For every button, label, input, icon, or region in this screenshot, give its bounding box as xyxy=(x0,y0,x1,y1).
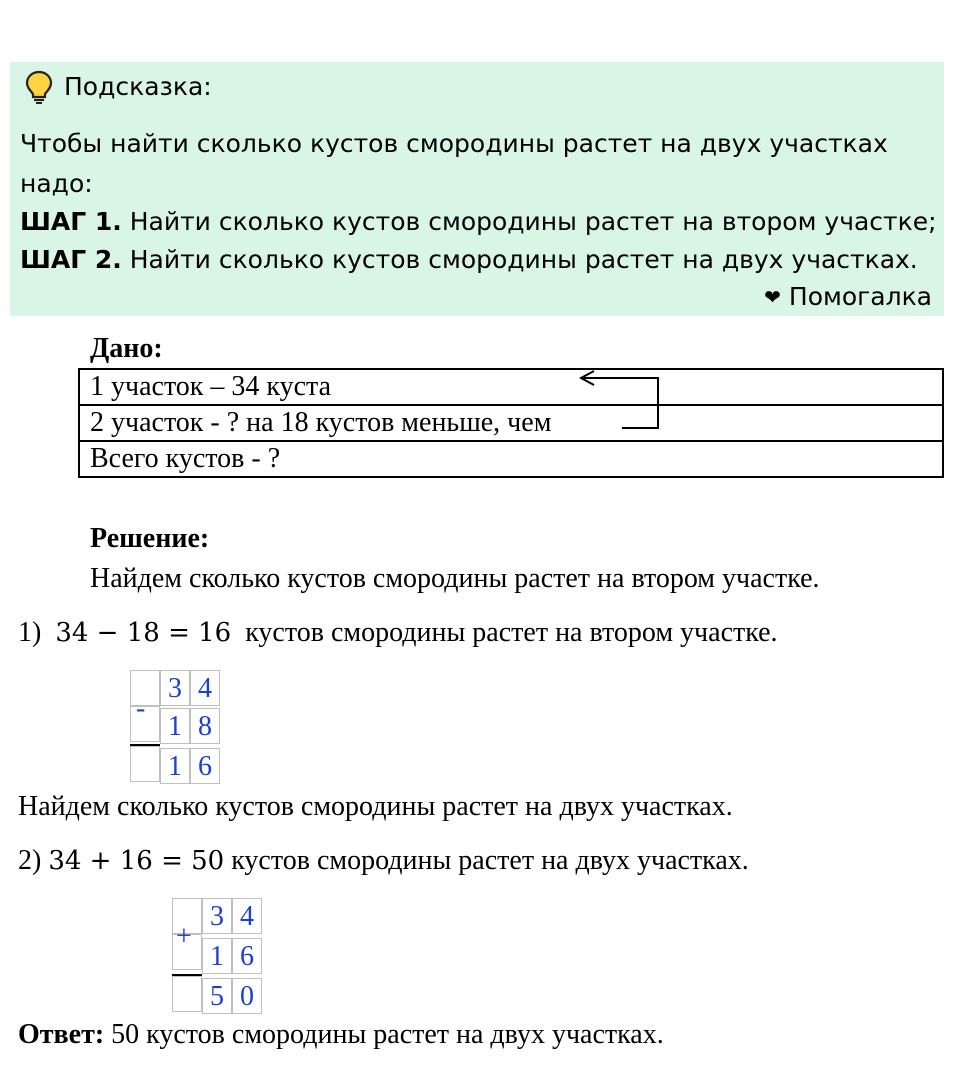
column-addition xyxy=(172,898,262,1014)
step-2-expression: 34 + 16 = 50 xyxy=(48,846,225,876)
digit-cell: 1 xyxy=(202,938,232,974)
column-subtraction xyxy=(130,670,220,786)
result-cell: 0 xyxy=(232,978,262,1014)
digit-cell: 1 xyxy=(160,708,190,744)
hint-intro-line2: надо: xyxy=(20,169,93,198)
hint-title: Подсказка: xyxy=(64,72,212,101)
digit-cell: 4 xyxy=(232,898,262,934)
hint-box xyxy=(10,62,944,316)
hint-step-1 xyxy=(20,204,937,240)
hint-title-row xyxy=(24,70,212,104)
step-2-line xyxy=(18,844,749,878)
digit-cell: 6 xyxy=(232,938,262,974)
digit-cell: 8 xyxy=(190,708,220,744)
given-table xyxy=(78,368,944,478)
given-row-2: 2 участок - ? на 18 кустов меньше, чем xyxy=(79,405,943,441)
hint-footer[interactable] xyxy=(764,280,932,314)
grid-cell-empty xyxy=(172,976,202,1012)
separator-line xyxy=(172,974,202,976)
heart-icon: ❤ xyxy=(764,285,781,309)
result-cell: 1 xyxy=(160,748,190,784)
hint-intro-line1: Чтобы найти сколько кустов смородины растет на двух участках xyxy=(20,129,888,158)
given-row-1: 1 участок – 34 куста xyxy=(79,369,943,405)
given-row-3: Всего кустов - ? xyxy=(79,441,943,477)
given-heading: Дано: xyxy=(90,333,163,364)
hint-footer-label[interactable]: Помогалка xyxy=(788,282,932,311)
step-1-line xyxy=(18,616,778,650)
step-1-text: кустов смородины растет на втором участке. xyxy=(245,617,778,648)
solution-heading: Решение: xyxy=(90,523,210,554)
plus-sign: + xyxy=(176,921,192,952)
step-1-number: 1) xyxy=(18,617,42,648)
step-1-expression: 34 − 18 = 16 xyxy=(55,618,232,648)
answer-label: Ответ: xyxy=(18,1019,105,1050)
hint-step-2-label: ШАГ 2. xyxy=(20,245,122,274)
digit-cell: 3 xyxy=(202,898,232,934)
hint-step-1-text: Найти сколько кустов смородины растет на втором участке; xyxy=(121,207,937,236)
step-2-intro: Найдем сколько кустов смородины растет на двух участках. xyxy=(18,791,733,822)
hint-step-2-text: Найти сколько кустов смородины растет на двух участках. xyxy=(121,245,918,274)
result-cell: 5 xyxy=(202,978,232,1014)
comparison-arrow-icon xyxy=(570,368,670,438)
digit-cell: 3 xyxy=(160,670,190,706)
step-2-number: 2) xyxy=(18,845,42,876)
digit-cell: 4 xyxy=(190,670,220,706)
step-1-intro: Найдем сколько кустов смородины растет на втором участке. xyxy=(90,563,820,594)
grid-cell-empty xyxy=(130,746,160,782)
hint-step-1-label: ШАГ 1. xyxy=(20,207,122,236)
hint-step-2 xyxy=(20,242,918,278)
lightbulb-icon xyxy=(24,70,54,104)
answer-text: 50 кустов смородины растет на двух участках. xyxy=(104,1019,664,1050)
answer-line xyxy=(18,1018,664,1052)
separator-line xyxy=(130,744,160,746)
step-2-text: кустов смородины растет на двух участках. xyxy=(231,845,749,876)
result-cell: 6 xyxy=(190,748,220,784)
minus-sign: - xyxy=(136,693,146,724)
